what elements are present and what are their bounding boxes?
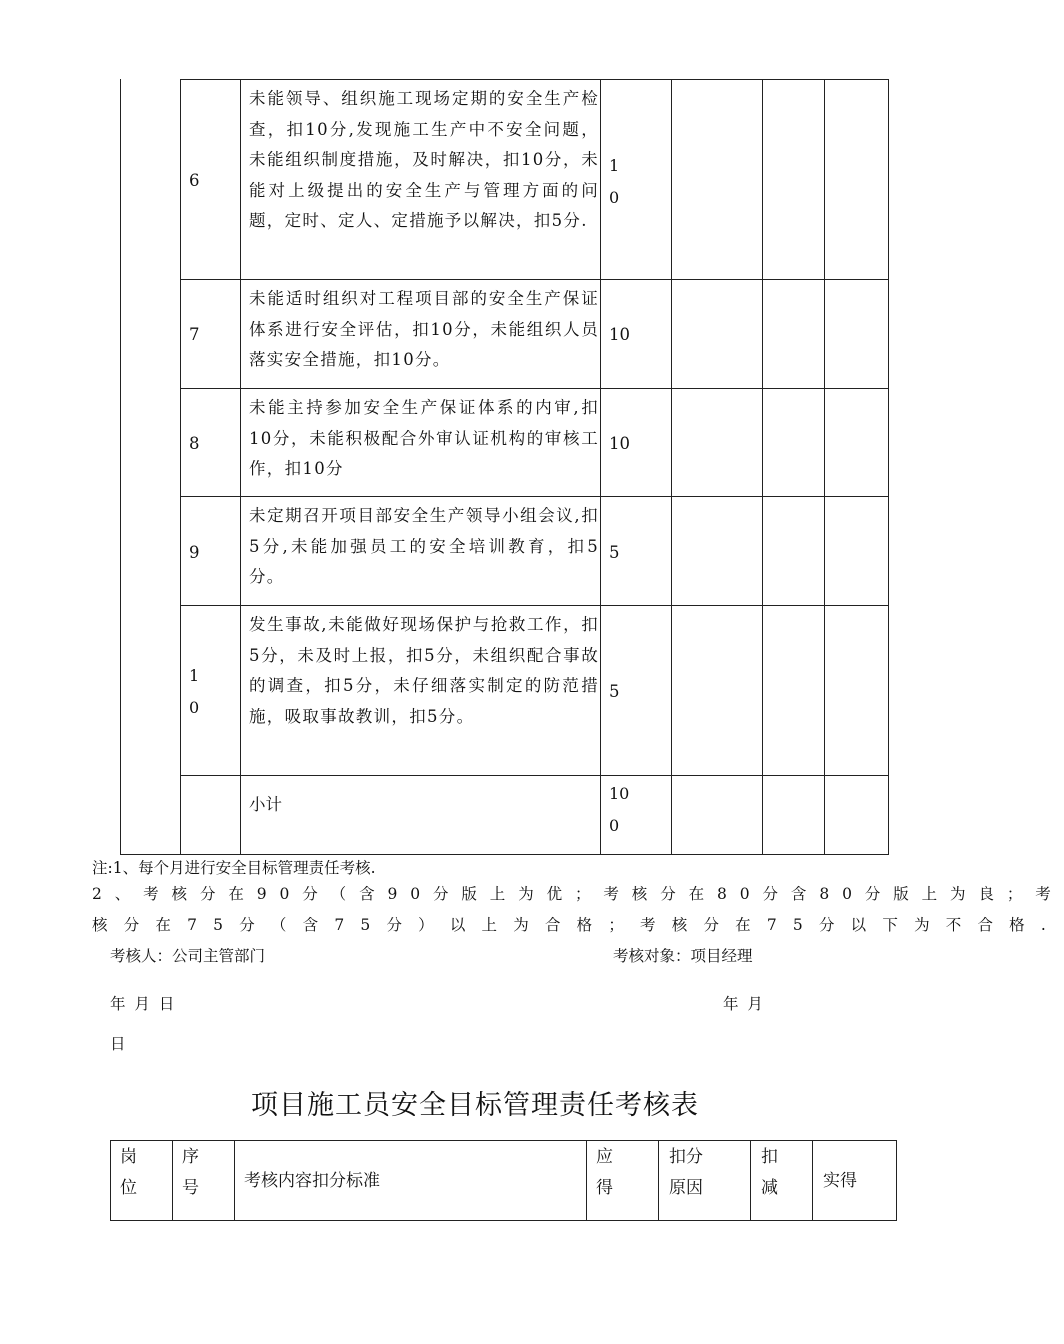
note-1: 注:1、每个月进行安全目标管理责任考核. xyxy=(92,859,376,877)
date-day: 日 xyxy=(110,1035,126,1053)
row-score: 1 0 xyxy=(609,156,620,207)
subtotal-score: 10 0 xyxy=(609,784,630,835)
row-seq: 8 xyxy=(189,434,200,453)
row-criteria: 发生事故,未能做好现场保护与抢救工作，扣5分，未及时上报，扣5分，未组织配合事故的调查，扣5分，未仔细落实制定的防范措施，吸取事故教训，扣5分。 xyxy=(249,615,599,726)
assessor-label: 考核人：公司主管部门 xyxy=(110,947,266,965)
row-score: 5 xyxy=(609,682,620,701)
subtotal-label: 小计 xyxy=(249,795,282,814)
row-score: 10 xyxy=(609,325,630,344)
header-post: 岗 位 xyxy=(120,1147,137,1198)
assessee-label: 考核对象：项目经理 xyxy=(613,947,753,965)
header-deduct-reason: 扣分 原因 xyxy=(669,1147,703,1198)
header-seq: 序 号 xyxy=(182,1147,199,1198)
header-deduct: 扣 减 xyxy=(761,1147,778,1198)
row-seq: 6 xyxy=(189,171,200,190)
row-criteria: 未定期召开项目部安全生产领导小组会议,扣5分,未能加强员工的安全培训教育，扣5分。 xyxy=(249,506,599,586)
page-title: 项目施工员安全目标管理责任考核表 xyxy=(251,1090,699,1121)
header-should-score: 应 得 xyxy=(596,1147,613,1198)
row-score: 5 xyxy=(609,543,620,562)
row-criteria: 未能主持参加安全生产保证体系的内审,扣10分，未能积极配合外审认证机构的审核工作，扣10分 xyxy=(249,398,599,478)
header-content: 考核内容扣分标准 xyxy=(244,1171,380,1191)
row-seq: 9 xyxy=(189,543,200,562)
header-actual: 实得 xyxy=(823,1171,857,1191)
note-2-line-2: 核分在75分（含75分）以上为合格；考核分在75分以下为不合格. xyxy=(92,916,1062,934)
note-2-line-1: 2、考核分在90分（含90分版上为优；考核分在80分含80分版上为良；考 xyxy=(92,885,1064,903)
row-criteria: 未能领导、组织施工现场定期的安全生产检查，扣10分,发现施工生产中不安全问题，未能组织制度措施，及时解决，扣10分，未能对上级提出的安全生产与管理方面的问题，定时、定人、定措施予以解决，扣5分. xyxy=(249,89,599,230)
date-left: 年 月 日 xyxy=(110,995,177,1013)
row-score: 10 xyxy=(609,434,630,453)
date-right: 年 月 xyxy=(723,995,765,1013)
row-seq: 1 0 xyxy=(189,666,200,717)
row-seq: 7 xyxy=(189,325,200,344)
row-criteria: 未能适时组织对工程项目部的安全生产保证体系进行安全评估，扣10分，未能组织人员落实安全措施，扣10分。 xyxy=(249,289,599,369)
